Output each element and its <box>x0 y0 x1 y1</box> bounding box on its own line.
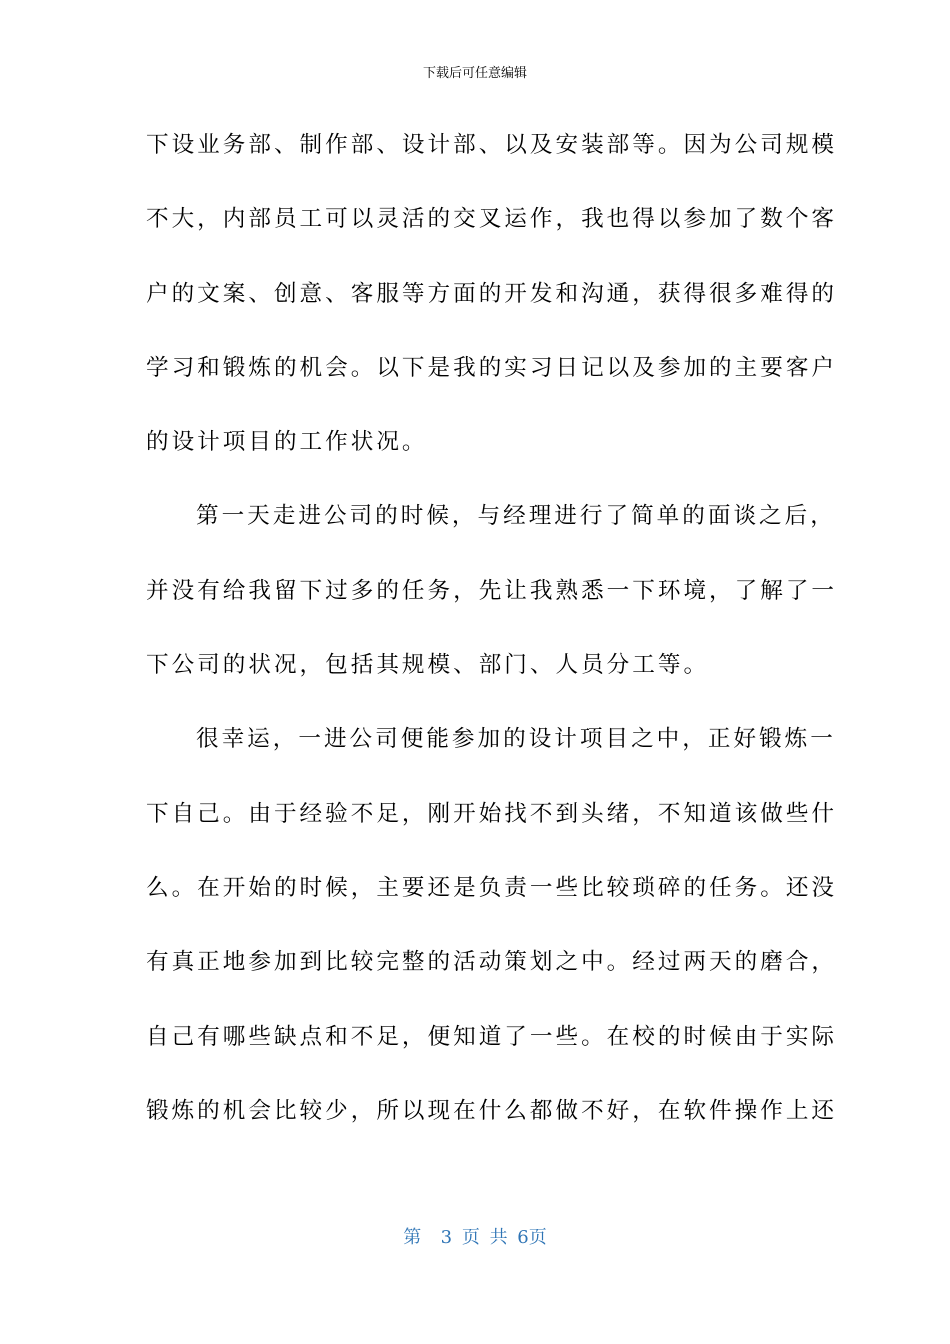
body-line-paragraph-start: 很幸运，一进公司便能参加的设计项目之中，正好锻炼一 <box>196 726 836 753</box>
body-line: 学习和锻炼的机会。以下是我的实习日记以及参加的主要客户 <box>146 354 838 381</box>
body-line: 下公司的状况，包括其规模、部门、人员分工等。 <box>146 652 710 679</box>
document-body <box>146 119 838 1159</box>
body-line: 么。在开始的时候，主要还是负责一些比较琐碎的任务。还没 <box>146 874 838 901</box>
page-number-label: 第 3 页 共 6页 <box>403 1227 547 1248</box>
page-footer <box>0 1226 950 1250</box>
body-line: 有真正地参加到比较完整的活动策划之中。经过两天的磨合， <box>146 949 838 976</box>
body-line: 户的文案、创意、客服等方面的开发和沟通，获得很多难得的 <box>146 280 838 307</box>
body-line: 自己有哪些缺点和不足，便知道了一些。在校的时候由于实际 <box>146 1023 838 1050</box>
page-header-note: 下载后可任意编辑 <box>422 66 527 81</box>
body-line: 下自己。由于经验不足，刚开始找不到头绪，不知道该做些什 <box>146 800 838 827</box>
body-line: 锻炼的机会比较少，所以现在什么都做不好，在软件操作上还 <box>146 1097 838 1124</box>
body-line: 不大，内部员工可以灵活的交叉运作，我也得以参加了数个客 <box>146 206 838 233</box>
body-line: 并没有给我留下过多的任务，先让我熟悉一下环境，了解了一 <box>146 577 838 604</box>
body-line: 的设计项目的工作状况。 <box>146 429 428 456</box>
body-line-paragraph-start: 第一天走进公司的时候，与经理进行了简单的面谈之后， <box>196 503 836 530</box>
body-line: 下设业务部、制作部、设计部、以及安装部等。因为公司规模 <box>146 132 838 158</box>
